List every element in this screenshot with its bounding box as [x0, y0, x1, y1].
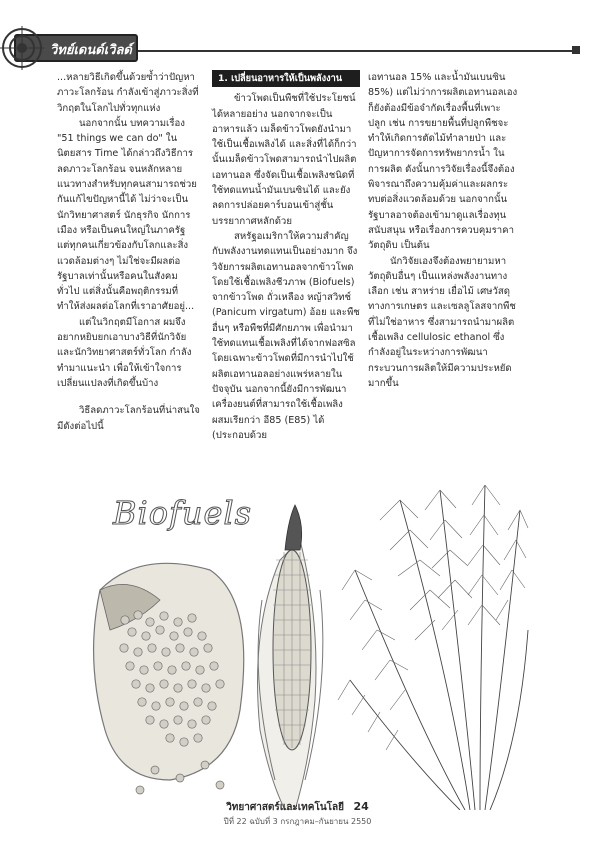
- paragraph: นอกจากนั้น บทความเรื่อง "51 things we can do" ใน นิตยสาร Time ได้กล่าวถึงวิธีการลดภาวะโลกร้อน จนหลักหลายแนวทางสำหรับทุกคนสามารถช่วยกันแก้ไขปัญหานี้ได้ ไม่ว่าจะเป็นนักวิทยาศาสตร์ นักธุรกิจ นักการเมือง หรือเป็นคนใหญ่ในภาครัฐ แต่ทุกคนเกี่ยวข้องกับโลกและสิ่งแวดล้อมต่างๆ ไม่ใช่จะมีผลต่อรัฐบาลเท่านั้นหรือคนในสังคมทั่วไป แต่สิ่งนั้นคือพฤติกรรมที่ทำให้ส่งผลต่อโลกที่เราอาศัยอยู่...: [57, 117, 197, 313]
- magazine-name: วิทยาศาสตร์และเทคโนโลยี: [226, 802, 345, 813]
- figure-title: Biofuels: [113, 494, 253, 532]
- middle-column: [212, 70, 360, 443]
- paragraph: ข้าวโพดเป็นพืชที่ใช้ประโยชน์ได้หลายอย่าง นอกจากจะเป็นอาหารแล้ว เมล็ดข้าวโพดยังนำมาใช้เป็นเชื้อเพลิงได้ และสิ่งที่ได้ก็กว่านั้นเมล็ดข้าวโพดสามารถนำไปผลิตเอทานอล ซึ่งจัดเป็นเชื้อเพลิงชนิดที่ใช้ทดแทนน้ำมันเบนซินได้ และยังลดการปล่อยคาร์บอนเข้าสู่ชั้นบรรยากาศหลักด้วย: [212, 93, 357, 227]
- paragraph: ...หลายวิธีเกิดขึ้นด้วยซ้ำว่าปัญหาภาวะโลกร้อน กำลังเข้าสู่ภาวะสิ่งที่วิกฤตในโลกไปทั่วทุกแห่ง: [57, 72, 199, 114]
- section-logo-text: วิทย์เดนด์เวิลด์: [50, 43, 132, 58]
- switchgrass-image: [338, 485, 528, 810]
- seed-sack-image: [94, 563, 244, 794]
- target-icon: [0, 26, 44, 70]
- right-column: [368, 70, 518, 391]
- header-end-mark: [572, 46, 580, 54]
- corn-cob-image: [258, 505, 323, 810]
- paragraph: แต่ในวิกฤตมีโอกาส ผมจึงอยากหยิบยกเอาบางวิธีที่นักวิจัยและนักวิทยาศาสตร์ทั่วโลก กำลังทำมาแนะนำ เพื่อให้เข้าใจการเปลี่ยนแปลงที่เกิดขึ้นบ้าง: [57, 316, 192, 389]
- left-column: [57, 70, 200, 434]
- paragraph: วิธีลดภาวะโลกร้อนที่น่าสนใจมีดังต่อไปนี้: [57, 405, 200, 432]
- footer-issue: ปีที่ 22 ฉบับที่ 3 กรกฎาคม–กันยายน 2550: [223, 817, 372, 826]
- section-heading: 1. เปลี่ยนอาหารให้เป็นพลังงาน: [212, 70, 360, 87]
- paragraph: นักวิจัยเองจึงต้องพยายามหาวัตถุดิบอื่นๆ เป็นแหล่งพลังงานทางเลือก เช่น สาหร่าย เยื่อไม้ เศษวัสดุทางการเกษตร และเซลลูโลสจากพืชที่ไม่ใช่อาหาร ซึ่งสามารถนำมาผลิตเชื้อเพลิง cellulosic ethanol ซึ่งกำลังอยู่ในระหว่างการพัฒนากระบวนการผลิตให้มีความประหยัดมากขึ้น: [368, 255, 516, 389]
- paragraph: สหรัฐอเมริกาให้ความสำคัญกับพลังงานทดแทนเป็นอย่างมาก จึงวิจัยการผลิตเอทานอลจากข้าวโพดโดยใช้เชื้อเพลิงชีวภาพ (Biofuels) จากข้าวโพด ถั่วเหลือง หญ้าสวิทช์ (Panicum virgatum) อ้อย และพืชอื่นๆ หรือพืชที่มีศักยภาพ เพื่อนำมาใช้ทดแทนเชื้อเพลิงที่ได้จากฟอสซิล โดยเฉพาะข้าวโพดที่มีการนำไปใช้ผลิตเอทานอลอย่างแพร่หลายในปัจจุบัน นอกจากนี้ยังมีการพัฒนาเครื่องยนต์ที่สามารถใช้เชื้อเพลิงผสมเรียกว่า อี85 (E85) ได้ (ประกอบด้วย: [212, 230, 360, 441]
- paragraph: เอทานอล 15% และน้ำมันเบนซิน 85%) แต่ไม่ว่าการผลิตเอทานอลเอง ก็ยังต้องมีข้อจำกัดเรื่องพื้นที่เพาะปลูก เช่น การขยายพื้นที่ปลูกพืชจะทำให้เกิดการตัดไม้ทำลายป่า และปัญหาการจัดการทรัพยากรน้ำ ในการผลิต ดังนั้นการวิจัยเรื่องนี้จึงต้องพิจารณาถึงความคุ้มค่าและผลกระทบต่อสิ่งแวดล้อมด้วย นอกจากนั้นรัฐบาลอาจต้องเข้ามาดูแลเรื่องทุนสนับสนุน หรือเรื่องการควบคุมราคาวัตถุดิบ เป็นต้น: [368, 72, 518, 252]
- footer-magazine: [0, 800, 595, 815]
- page-number: 24: [353, 800, 369, 813]
